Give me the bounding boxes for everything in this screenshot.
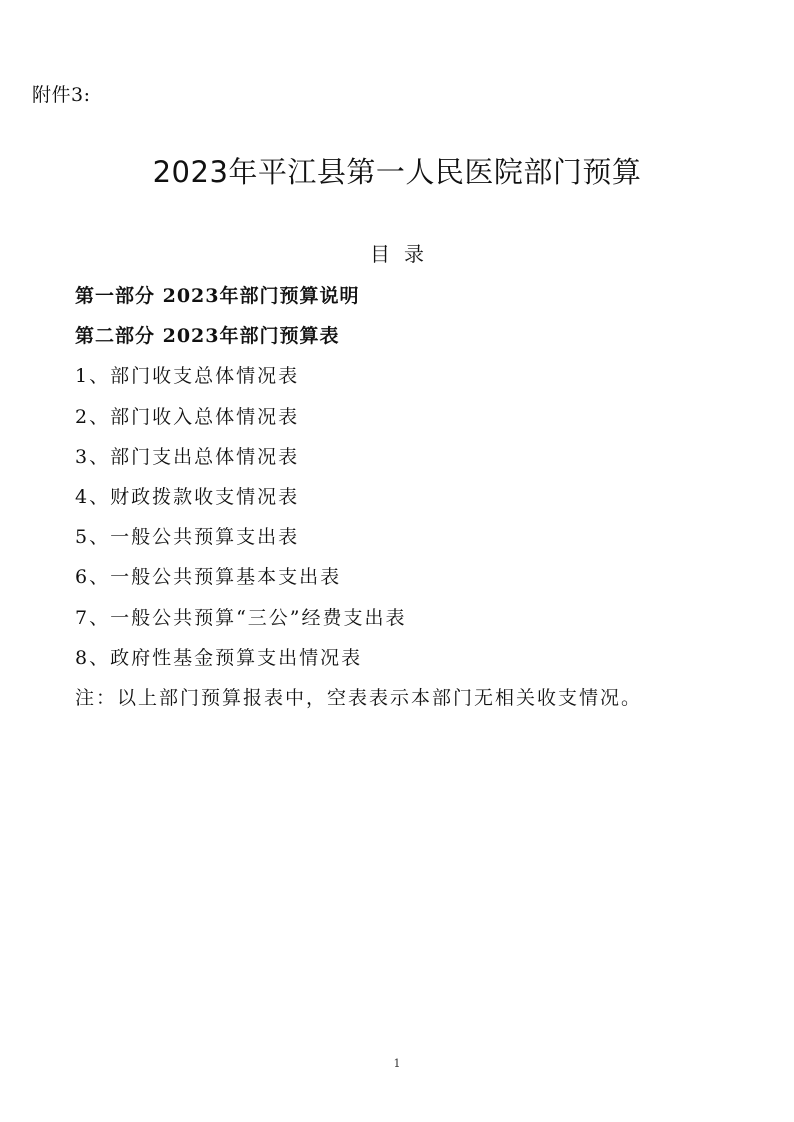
page-number: 1	[393, 1057, 401, 1070]
toc-item-4: 4、财政拨款收支情况表	[75, 485, 300, 508]
toc-part-2: 第二部分 2023年部门预算表	[75, 325, 340, 348]
toc-heading-char-1: 目	[370, 242, 390, 266]
toc-note: 注：以上部门预算报表中，空表表示本部门无相关收支情况。	[75, 686, 643, 709]
toc-part-1: 第一部分 2023年部门预算说明	[75, 285, 360, 307]
toc-item-1: 1、部门收支总体情况表	[75, 365, 300, 388]
toc-item-2: 2、部门收入总体情况表	[75, 405, 300, 428]
toc-item-8: 8、政府性基金预算支出情况表	[75, 646, 363, 669]
toc-heading	[0, 240, 794, 268]
toc-item-7: 7、一般公共预算“三公”经费支出表	[75, 606, 407, 629]
toc-item-3: 3、部门支出总体情况表	[75, 445, 300, 468]
toc-heading-char-2: 录	[404, 242, 424, 266]
toc-item-5: 5、一般公共预算支出表	[75, 526, 300, 549]
toc-item-6: 6、一般公共预算基本支出表	[75, 566, 342, 589]
table-of-contents	[75, 280, 775, 714]
document-title: 2023年平江县第一人民医院部门预算	[152, 155, 642, 189]
attachment-label: 附件3:	[32, 84, 91, 106]
